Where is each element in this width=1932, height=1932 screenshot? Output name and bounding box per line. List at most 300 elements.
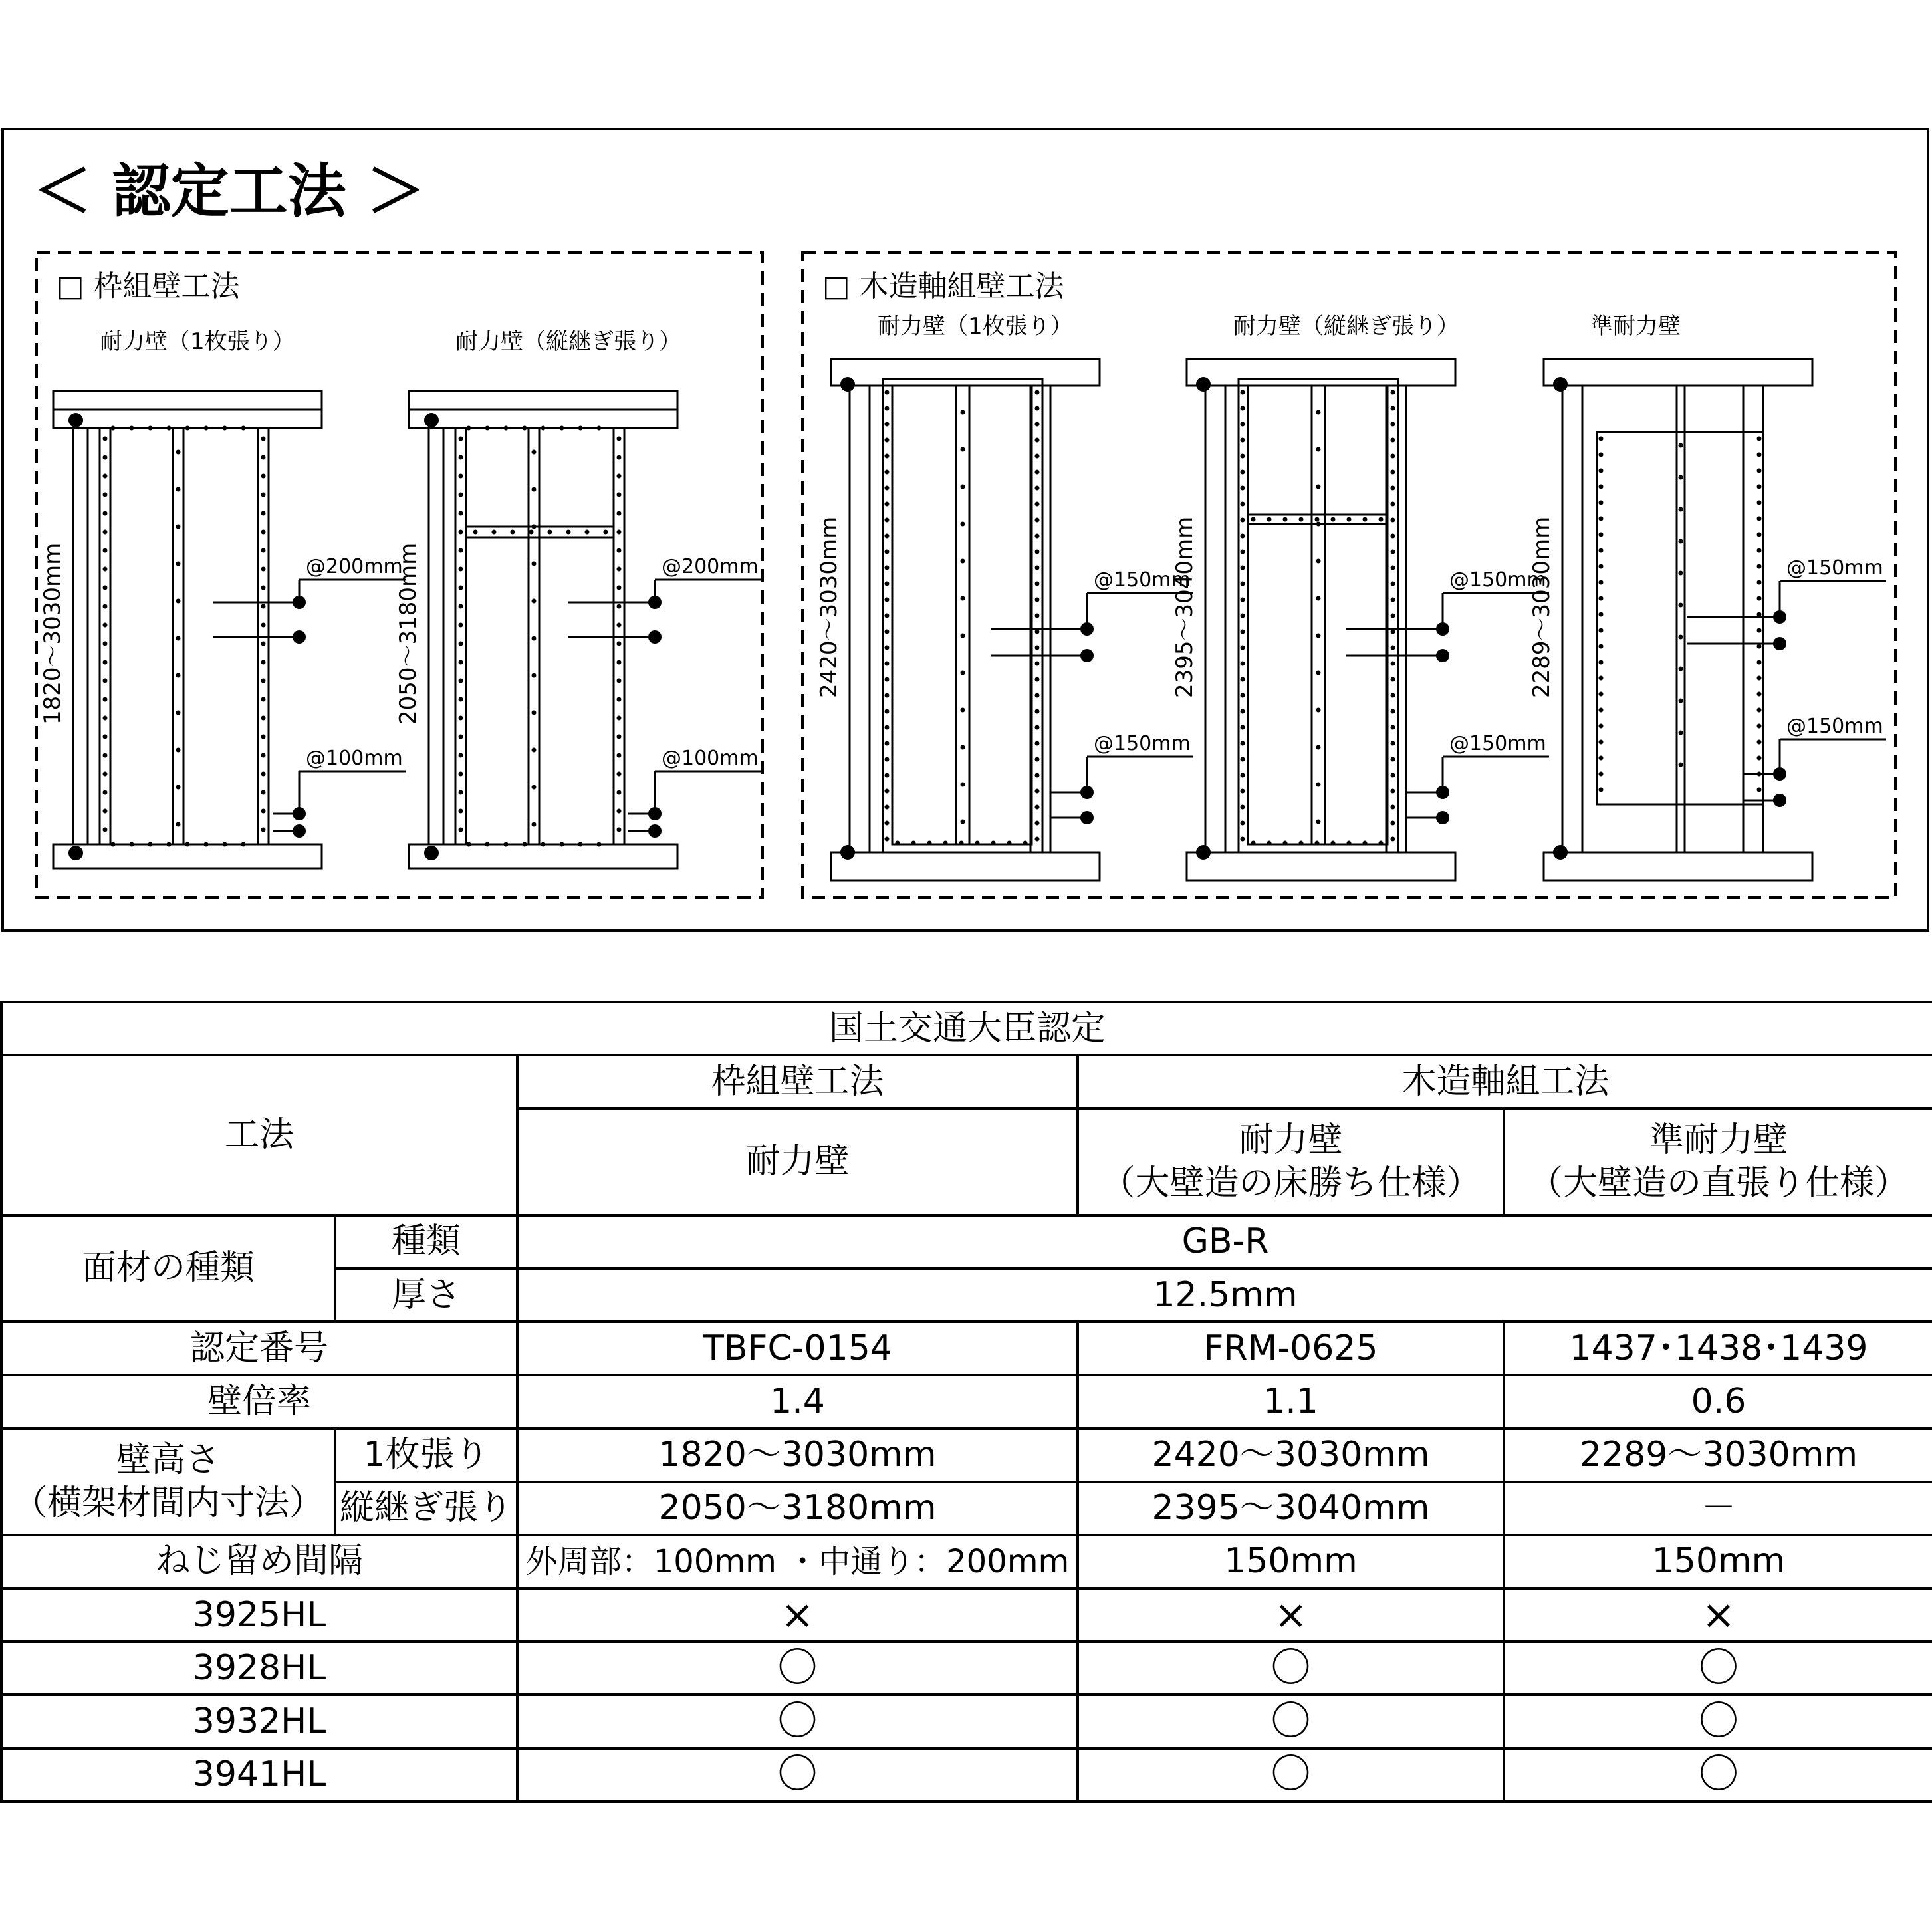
screw-dot — [1599, 644, 1604, 649]
screw-dot — [1035, 534, 1040, 539]
screw-dot — [532, 785, 537, 790]
screw-dot — [523, 426, 527, 431]
board-type-label: 面材の種類 — [1, 1215, 335, 1322]
screw-dot — [532, 748, 537, 753]
screw-dot — [1316, 671, 1321, 675]
screw-dot — [1391, 598, 1395, 602]
height-range-label: 1820～3030mm — [39, 543, 66, 725]
screw-dot — [103, 679, 108, 683]
col1-header: 耐力壁 — [517, 1108, 1078, 1215]
screw-dot — [1757, 708, 1762, 713]
panel-label: 耐力壁（縦継ぎ張り） — [455, 328, 681, 355]
screw-dot — [1241, 662, 1245, 666]
screw-dot — [1035, 486, 1040, 491]
screw-dot — [1599, 788, 1604, 792]
screw-dot — [103, 567, 108, 572]
col2-header-line2: （大壁造の床勝ち仕様） — [1100, 1163, 1481, 1203]
screw-dot — [459, 790, 463, 795]
screw-dot — [1391, 454, 1395, 459]
sheathing-stud — [1312, 386, 1325, 844]
screw-dot — [459, 604, 463, 609]
screw-dot — [532, 711, 537, 715]
screw-dot — [1267, 517, 1272, 522]
screw-dot — [1241, 693, 1245, 698]
screw-dot — [103, 642, 108, 646]
cert-value: FRM-0625 — [1078, 1322, 1504, 1375]
panels-layer — [39, 313, 1886, 880]
screw-dot — [1241, 486, 1245, 491]
screw-dot — [1391, 789, 1395, 794]
screw-dot — [185, 426, 190, 431]
screw-dot — [1035, 614, 1040, 618]
screw-dot — [1599, 660, 1604, 665]
joint-height: 2395～3040mm — [1078, 1482, 1504, 1535]
screw-dot — [459, 493, 463, 497]
kind-label: 種類 — [335, 1215, 517, 1268]
height-range-label: 2050～3180mm — [395, 543, 422, 725]
screw-dot — [1241, 789, 1245, 794]
anchor-dot — [1553, 845, 1568, 860]
screw-dot — [1035, 518, 1040, 523]
screw-dot — [961, 820, 965, 824]
screw-dot — [261, 548, 266, 553]
cert-label: 認定番号 — [1, 1322, 517, 1375]
callout-dot — [293, 630, 306, 644]
screw-dot — [1391, 614, 1395, 618]
screw-dot — [617, 586, 622, 590]
anchor-dot — [1553, 377, 1568, 392]
screw-dot — [578, 842, 583, 847]
callout-dot — [648, 630, 662, 644]
post-left — [850, 386, 870, 852]
screw-dot — [1757, 501, 1762, 505]
screw-dot — [261, 679, 266, 683]
callout-dot — [1773, 794, 1786, 807]
screw-dot — [1316, 485, 1321, 489]
screw-dot — [130, 426, 134, 431]
sheathing-inner — [1248, 386, 1388, 844]
screw-dot — [103, 828, 108, 832]
screw-dot — [1007, 841, 1012, 846]
beam — [1544, 359, 1812, 386]
screw-dot — [1035, 566, 1040, 570]
spacing-label: @150mm — [1449, 568, 1546, 592]
page-title: ＜ 認定工法 ＞ — [33, 157, 425, 225]
screw-dot — [1757, 756, 1762, 761]
screw-dot — [1241, 805, 1245, 810]
compat-mark: × — [517, 1588, 1078, 1641]
screw-dot — [103, 660, 108, 665]
screw-dot — [885, 757, 890, 762]
screw-dot — [1241, 646, 1245, 650]
screw-dot — [103, 548, 108, 553]
screw-dot — [459, 716, 463, 721]
screw-dot — [261, 809, 266, 814]
screw-dot — [1035, 837, 1040, 842]
screw-dot — [1331, 517, 1336, 522]
screw-dot — [103, 772, 108, 777]
compat-mark: 〇 — [1504, 1695, 1932, 1748]
single-height: 2289～3030mm — [1504, 1429, 1932, 1482]
center-stud — [1677, 386, 1685, 852]
screw-dot — [1379, 517, 1384, 522]
screw-dot — [961, 634, 965, 638]
screw-dot — [1391, 550, 1395, 554]
sill — [1187, 852, 1455, 880]
screw-dot — [1241, 757, 1245, 762]
screw-dot — [961, 671, 965, 675]
screw-dot — [1241, 773, 1245, 778]
screw-dot — [885, 422, 890, 427]
screw-dot — [617, 735, 622, 739]
screw-dot — [911, 841, 916, 846]
screw-dot — [1599, 564, 1604, 569]
callout-dot — [1773, 637, 1786, 650]
screw-dot — [467, 426, 471, 431]
screw-dot — [459, 735, 463, 739]
screw-dot — [1241, 518, 1245, 523]
col3-header-line2: （大壁造の直張り仕様） — [1528, 1163, 1909, 1203]
screw-dot — [1679, 539, 1683, 544]
screw-dot — [1757, 788, 1762, 792]
screw-dot — [1316, 708, 1321, 713]
screw-dot — [961, 745, 965, 750]
spacing-label: @200mm — [662, 555, 759, 578]
screw-dot — [1391, 582, 1395, 586]
screw-dot — [511, 530, 515, 535]
screw-dot — [1757, 676, 1762, 681]
anchor-dot — [424, 413, 439, 427]
screw-dot — [1035, 502, 1040, 507]
screw-dot — [1757, 564, 1762, 569]
screw-dot — [1391, 837, 1395, 842]
screw-dot — [176, 525, 181, 529]
screw-dot — [585, 530, 590, 535]
anchor-dot — [1196, 377, 1211, 392]
screw-dot — [1599, 596, 1604, 601]
screw-dot — [261, 642, 266, 646]
ratio-value: 1.4 — [517, 1375, 1078, 1428]
screw-dot — [532, 450, 537, 455]
screw-dot — [1316, 634, 1321, 638]
screw-dot — [103, 437, 108, 441]
post-right — [1386, 386, 1406, 852]
screw-dot — [1035, 550, 1040, 554]
compat-mark: 〇 — [517, 1641, 1078, 1695]
screw-spacing: 外周部：100mm ・中通り：200mm — [517, 1535, 1078, 1588]
screw-dot — [1599, 548, 1604, 553]
screw-dot — [1757, 517, 1762, 521]
screw-dot — [485, 842, 490, 847]
callout-dot — [1080, 649, 1094, 662]
table-title: 国土交通大臣認定 — [1, 1002, 1932, 1055]
spacing-label: @150mm — [1786, 715, 1883, 738]
screw-dot — [459, 548, 463, 553]
screw-dot — [1679, 763, 1683, 767]
screw-dot — [885, 773, 890, 778]
product-name: 3928HL — [1, 1641, 517, 1695]
screw-dot — [467, 842, 471, 847]
top-plate-lower — [409, 410, 677, 428]
sill — [831, 852, 1100, 880]
compat-mark: 〇 — [1078, 1749, 1504, 1802]
screw-dot — [1679, 443, 1683, 448]
post-left — [1205, 386, 1225, 852]
screw-dot — [617, 697, 622, 702]
anchor-dot — [1196, 845, 1211, 860]
screw-dot — [176, 711, 181, 715]
screw-dot — [1035, 662, 1040, 666]
screw-dot — [504, 842, 509, 847]
screw-dot — [961, 447, 965, 452]
screw-dot — [1599, 517, 1604, 521]
screw-dot — [961, 559, 965, 564]
screw-dot — [261, 735, 266, 739]
screw-dot — [1679, 635, 1683, 640]
screw-dot — [1241, 725, 1245, 730]
screw-dot — [885, 614, 890, 618]
screw-dot — [1391, 566, 1395, 570]
screw-dot — [1241, 534, 1245, 539]
screw-dot — [1035, 805, 1040, 810]
screw-dot — [560, 426, 564, 431]
screw-dot — [1391, 725, 1395, 730]
col3-header-line1: 準耐力壁 — [1649, 1120, 1788, 1160]
anchor-dot — [424, 846, 439, 860]
screw-dot — [617, 474, 622, 479]
bottom-plate — [409, 844, 677, 868]
screw-dot — [103, 753, 108, 758]
screw-dot — [1599, 612, 1604, 617]
screw-dot — [1679, 699, 1683, 703]
screw-dot — [1757, 724, 1762, 729]
spacing-label: @150mm — [1786, 556, 1883, 580]
single-label: 1枚張り — [335, 1429, 517, 1482]
screw-dot — [1679, 731, 1683, 735]
screw-dot — [617, 493, 622, 497]
screw-dot — [1035, 773, 1040, 778]
panel-label: 耐力壁（1枚張り） — [100, 328, 295, 355]
screw-dot — [1391, 470, 1395, 475]
screw-dot — [1363, 517, 1368, 522]
screw-dot — [1599, 437, 1604, 441]
screw-dot — [1391, 821, 1395, 826]
screw-dot — [1241, 837, 1245, 842]
screw-dot — [885, 550, 890, 554]
height-label-line1: 壁高さ — [116, 1439, 220, 1480]
screw-dot — [1241, 438, 1245, 443]
screw-dot — [1241, 390, 1245, 395]
sheathing-inner — [892, 386, 1032, 844]
screw-dot — [885, 725, 890, 730]
screw-dot — [459, 679, 463, 683]
screw-dot — [111, 426, 116, 431]
screw-dot — [1599, 772, 1604, 777]
screw-dot — [1757, 628, 1762, 633]
screw-dot — [1241, 630, 1245, 634]
screw-dot — [261, 567, 266, 572]
screw-dot — [1035, 646, 1040, 650]
ratio-label: 壁倍率 — [1, 1375, 517, 1428]
screw-dot — [1299, 517, 1304, 522]
screw-spacing: 150mm — [1078, 1535, 1504, 1588]
callout-dot — [1436, 811, 1449, 824]
framing-method-header: 枠組壁工法 — [517, 1055, 1078, 1108]
screw-dot — [885, 486, 890, 491]
screw-dot — [1035, 789, 1040, 794]
single-height: 1820～3030mm — [517, 1429, 1078, 1482]
screw-dot — [1035, 390, 1040, 395]
screw-dot — [473, 530, 478, 535]
screw-dot — [261, 493, 266, 497]
spacing-label: @200mm — [306, 555, 403, 578]
wall-panel-postbeam-quasi — [1528, 313, 1886, 880]
screw-dot — [1599, 469, 1604, 473]
screw-dot — [1241, 677, 1245, 682]
sill — [1544, 852, 1812, 880]
screw-dot — [885, 646, 890, 650]
screw-dot — [103, 455, 108, 460]
screw-dot — [548, 530, 552, 535]
screw-dot — [1757, 596, 1762, 601]
screw-dot — [943, 841, 948, 846]
stud-left — [429, 428, 443, 844]
compat-mark: × — [1504, 1588, 1932, 1641]
callout-dot — [648, 824, 662, 838]
screw-dot — [617, 809, 622, 814]
screw-dot — [1379, 841, 1384, 846]
wall-diagrams — [0, 0, 1932, 937]
postbeam-method-header: 木造軸組工法 — [1078, 1055, 1932, 1108]
screw-dot — [1023, 841, 1028, 846]
screw-dot — [885, 518, 890, 523]
screw-dot — [1391, 422, 1395, 427]
screw-dot — [885, 709, 890, 714]
spacing-label: @150mm — [1449, 732, 1546, 755]
top-plate-lower — [53, 410, 322, 428]
screw-dot — [261, 586, 266, 590]
post-right — [1030, 386, 1050, 852]
screw-dot — [1391, 518, 1395, 523]
screw-dot — [885, 502, 890, 507]
screw-dot — [103, 586, 108, 590]
screw-dot — [1347, 841, 1352, 846]
screw-dot — [961, 708, 965, 713]
screw-dot — [617, 772, 622, 777]
spacing-label: @100mm — [662, 747, 759, 770]
screw-dot — [1241, 741, 1245, 746]
screw-dot — [261, 660, 266, 665]
panel-label: 耐力壁（縦継ぎ張り） — [1233, 313, 1459, 340]
method-header: 工法 — [1, 1055, 517, 1215]
screw-dot — [176, 673, 181, 678]
screw-dot — [1316, 820, 1321, 824]
screw-dot — [1679, 571, 1683, 576]
screw-dot — [961, 485, 965, 489]
panel-label: 準耐力壁 — [1590, 313, 1681, 340]
compat-mark: 〇 — [1078, 1641, 1504, 1695]
compat-mark: 〇 — [517, 1695, 1078, 1748]
screw-dot — [1391, 741, 1395, 746]
screw-dot — [261, 455, 266, 460]
screw-dot — [176, 487, 181, 492]
screw-dot — [103, 735, 108, 739]
screw-dot — [617, 604, 622, 609]
screw-dot — [261, 772, 266, 777]
height-range-label: 2289～3030mm — [1528, 516, 1555, 698]
screw-dot — [1599, 533, 1604, 537]
screw-dot — [1316, 447, 1321, 452]
screw-dot — [1599, 501, 1604, 505]
ratio-value: 0.6 — [1504, 1375, 1932, 1428]
callout-dot — [293, 824, 306, 838]
screw-dot — [167, 426, 172, 431]
screw-dot — [1757, 692, 1762, 697]
screw-dot — [1599, 580, 1604, 585]
screw-dot — [1241, 422, 1245, 427]
screw-dot — [1035, 406, 1040, 411]
screw-dot — [617, 511, 622, 516]
screw-dot — [223, 426, 227, 431]
height-range-label: 2420～3030mm — [816, 516, 842, 698]
screw-dot — [459, 753, 463, 758]
screw-dot — [261, 790, 266, 795]
wall-panel-postbeam-joint — [1171, 313, 1549, 880]
screw-dot — [176, 636, 181, 641]
screw-dot — [617, 753, 622, 758]
screw-dot — [1391, 677, 1395, 682]
screw-dot — [103, 809, 108, 814]
post-left — [1562, 386, 1582, 852]
screw-dot — [204, 426, 209, 431]
screw-dot — [1241, 566, 1245, 570]
screw-dot — [167, 842, 172, 847]
screw-dot — [1679, 667, 1683, 671]
screw-dot — [459, 809, 463, 814]
spacing-label: @150mm — [1094, 732, 1191, 755]
beam — [1187, 359, 1455, 386]
top-plate — [409, 391, 677, 410]
compat-mark: 〇 — [517, 1749, 1078, 1802]
screw-dot — [103, 474, 108, 479]
screw-dot — [459, 437, 463, 441]
screw-dot — [961, 783, 965, 787]
screw-dot — [103, 623, 108, 628]
height-range-label: 2395～3040mm — [1171, 516, 1198, 698]
screw-dot — [1391, 646, 1395, 650]
screw-dot — [261, 530, 266, 535]
compat-mark: × — [1078, 1588, 1504, 1641]
screw-dot — [1241, 406, 1245, 411]
spacing-label: @150mm — [1094, 568, 1191, 592]
screw-dot — [885, 582, 890, 586]
screw-dot — [1035, 709, 1040, 714]
screw-dot — [885, 630, 890, 634]
screw-dot — [617, 642, 622, 646]
screw-dot — [1035, 725, 1040, 730]
screw-dot — [261, 716, 266, 721]
screw-dot — [1241, 502, 1245, 507]
screw-dot — [1391, 757, 1395, 762]
screw-dot — [1035, 422, 1040, 427]
screw-dot — [1599, 485, 1604, 489]
height-label — [1, 1429, 335, 1535]
screw-dot — [1757, 469, 1762, 473]
anchor-dot — [840, 377, 855, 392]
screw-dot — [148, 426, 153, 431]
screw-dot — [1391, 630, 1395, 634]
screw-dot — [1757, 644, 1762, 649]
